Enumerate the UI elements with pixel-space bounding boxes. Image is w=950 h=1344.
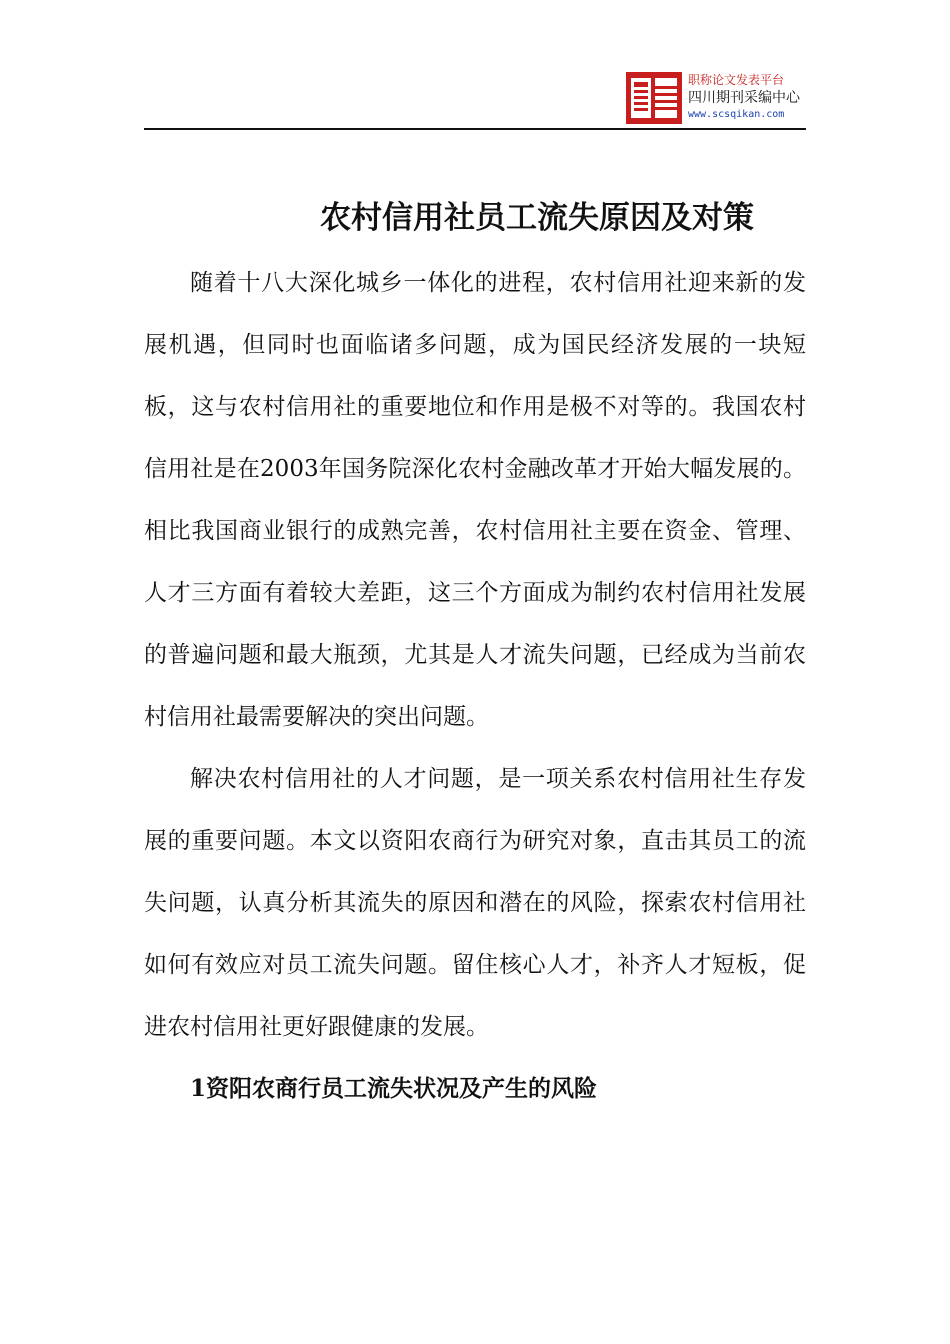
newspaper-grid-icon (626, 72, 682, 124)
publisher-logo-text (688, 72, 828, 122)
paragraph-1: 随着十八大深化城乡一体化的进程，农村信用社迎来新的发展机遇，但同时也面临诸多问题，成为国民经济发展的一块短板，这与农村信用社的重要地位和作用是极不对等的。我国农村信用社是在2003年国务院深化农村金融改革才开始大幅发展的。相比我国商业银行的成熟完善，农村信用社主要在资金、管理、人才三方面有着较大差距，这三个方面成为制约农村信用社发展的普遍问题和最大瓶颈，尤其是人才流失问题，已经成为当前农村信用社最需要解决的突出问题。 (144, 270, 806, 730)
logo-url: www.scsqikan.com (688, 109, 785, 120)
section-heading: 1资阳农商行员工流失状况及产生的风险 (190, 1075, 598, 1102)
logo-name: 四川期刊采编中心 (688, 90, 800, 106)
document-title: 农村信用社员工流失原因及对策 (320, 200, 754, 236)
document-body (144, 252, 806, 1120)
page-header (0, 0, 950, 132)
header-divider (144, 128, 806, 130)
logo-tagline: 职称论文发表平台 (688, 73, 785, 87)
paragraph-2: 解决农村信用社的人才问题，是一项关系农村信用社生存发展的重要问题。本文以资阳农商行为研究对象，直击其员工的流失问题，认真分析其流失的原因和潜在的风险，探索农村信用社如何有效应对员工流失问题。留住核心人才，补齐人才短板，促进农村信用社更好跟健康的发展。 (144, 766, 806, 1040)
